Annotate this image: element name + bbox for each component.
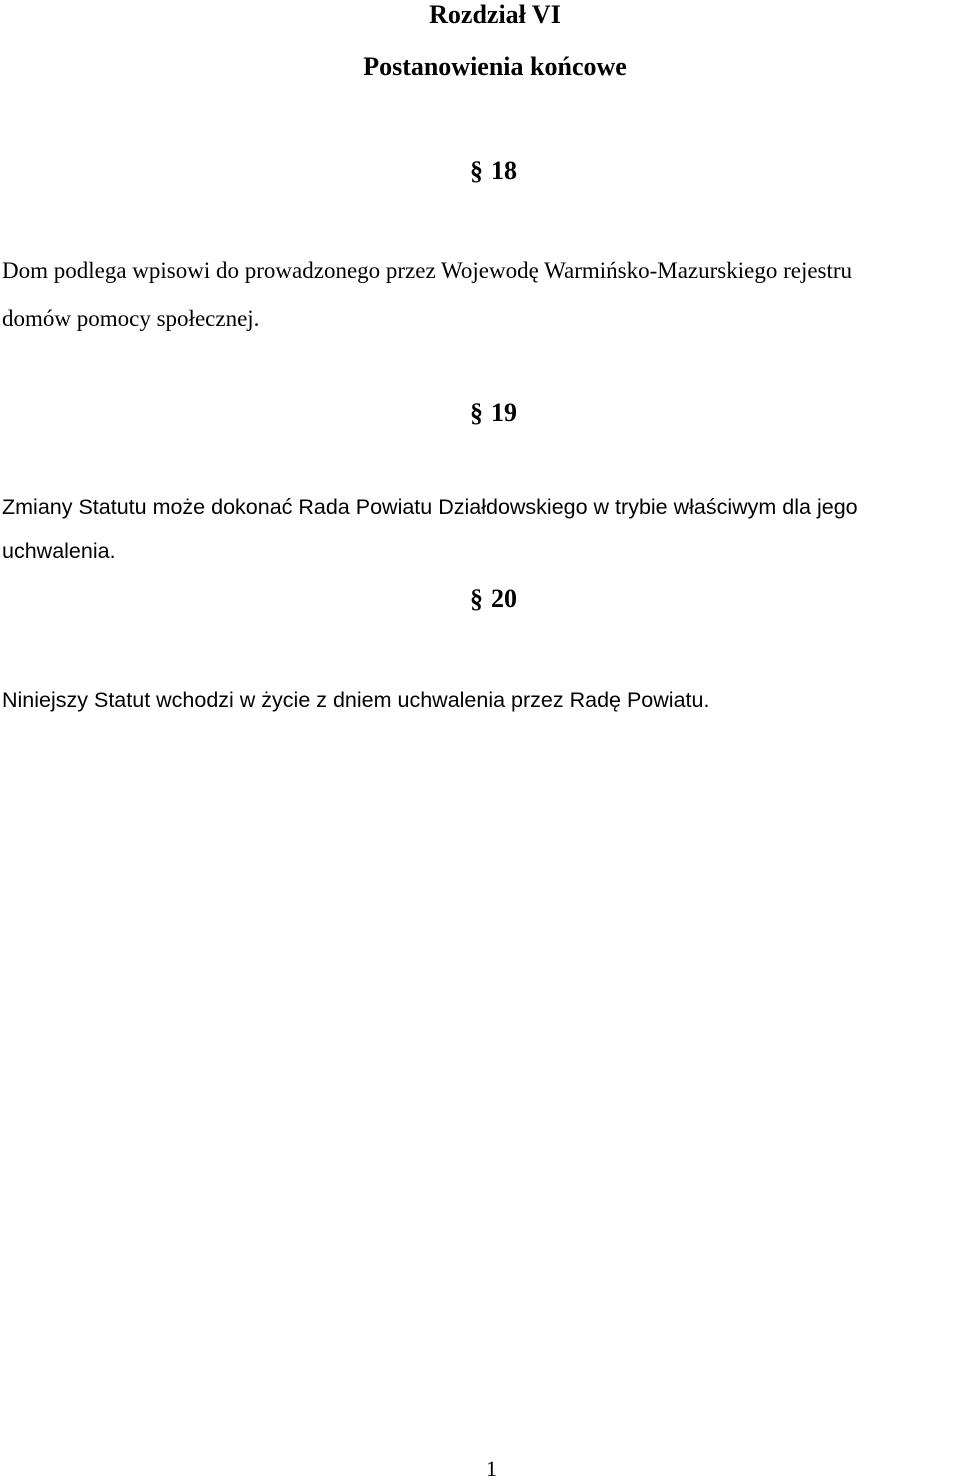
- section-number: 18: [491, 156, 517, 185]
- section-20-line-1: Niniejszy Statut wchodzi w życie z dniem uchwalenia przez Radę Powiatu.: [2, 688, 710, 712]
- section-heading-18: [470, 156, 517, 186]
- section-18-line-1: Dom podlega wpisowi do prowadzonego przez Wojewodę Warmińsko-Mazurskiego rejestru: [2, 258, 853, 283]
- chapter-title: Rozdział VI: [429, 0, 561, 29]
- section-19-line-1: Zmiany Statutu może dokonać Rada Powiatu Działdowskiego w trybie właściwym dla jego: [2, 495, 858, 519]
- chapter-subtitle: Postanowienia końcowe: [363, 52, 627, 81]
- page-number: 1: [486, 1456, 497, 1481]
- section-19-line-2: uchwalenia.: [2, 539, 116, 563]
- section-symbol: §: [470, 398, 483, 427]
- section-18-line-2: domów pomocy społecznej.: [2, 306, 260, 331]
- section-number: 19: [491, 398, 517, 427]
- section-number: 20: [491, 584, 517, 613]
- section-symbol: §: [470, 584, 483, 613]
- section-heading-19: [470, 398, 517, 428]
- section-heading-20: [470, 584, 517, 614]
- section-symbol: §: [470, 156, 483, 185]
